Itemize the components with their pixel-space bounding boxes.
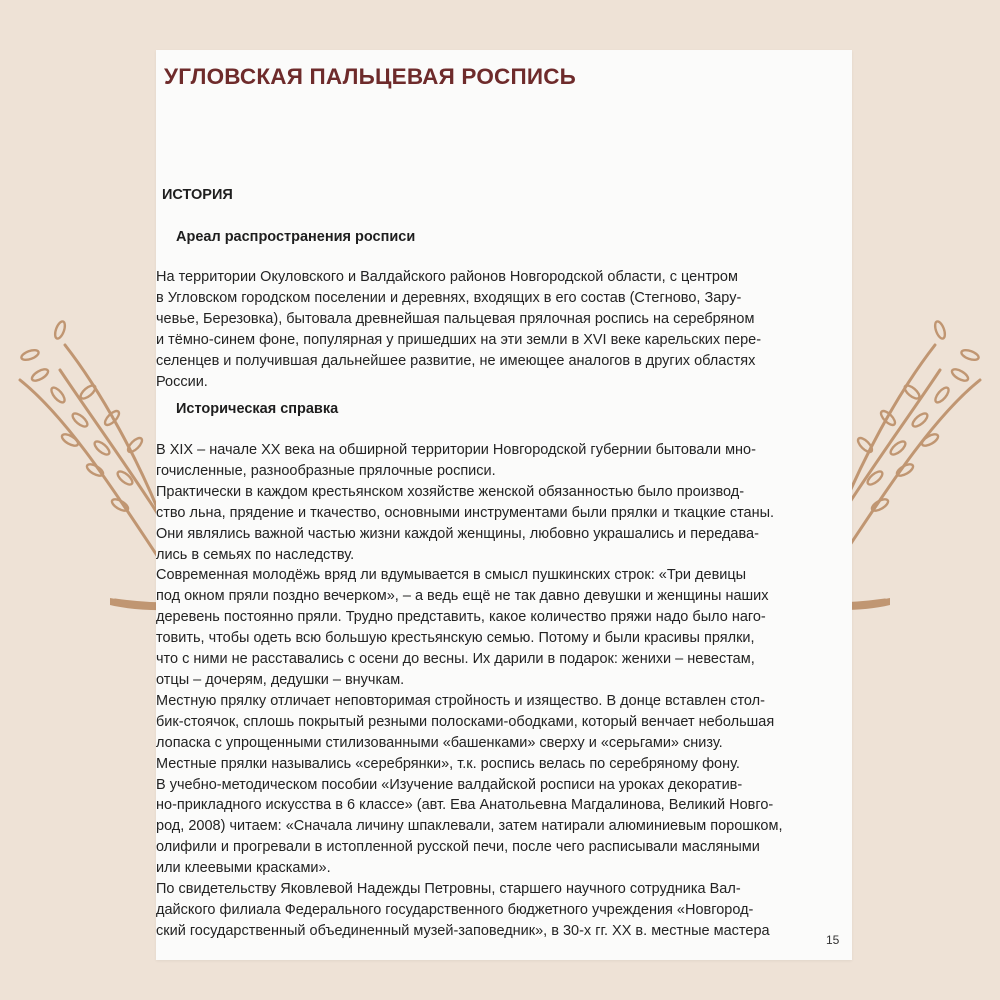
text-line: род, 2008) читаем: «Сначала личину шпаклевали, затем натирали алюминиевым порошком, <box>156 818 783 835</box>
text-line: Местные прялки назывались «серебрянки», т.к. роспись велась по серебряному фону. <box>156 755 740 772</box>
text-line: ский государственный объединенный музей-заповедник», в 30-х гг. XX в. местные мастера <box>156 922 770 939</box>
text-line: но-прикладного искусства в 6 классе» (авт. Ева Анатольевна Магдалинова, Великий Новго- <box>156 797 774 814</box>
book-page <box>156 50 852 960</box>
subheading-area: Ареал распространения росписи <box>176 229 416 245</box>
text-line: что с ними не расставались с осени до весны. Их дарили в подарок: женихи – невестам, <box>156 651 755 668</box>
section-heading: ИСТОРИЯ <box>162 187 233 203</box>
text-line: По свидетельству Яковлевой Надежды Петровны, старшего научного сотрудника Вал- <box>156 881 741 898</box>
text-line: деревень постоянно пряли. Трудно представить, какое количество пряжи надо было наго- <box>156 609 766 626</box>
text-line: В XIX – начале XX века на обширной территории Новгородской губернии бытовали мно- <box>156 442 756 458</box>
text-line: лись в семьях по наследству. <box>156 546 355 563</box>
text-line: чевье, Березовка), бытовала древнейшая пальцевая прялочная роспись на серебряном <box>156 310 755 327</box>
text-line: олифили и прогревали в истопленной русской печи, после чего расписывали масляными <box>156 839 760 856</box>
text-line: лопаска с упрощенными стилизованными «башенками» сверху и «серьгами» снизу. <box>156 734 723 751</box>
text-line: или клеевыми красками». <box>156 860 331 877</box>
text-line: На территории Окуловского и Валдайского районов Новгородской области, с центром <box>156 269 738 285</box>
text-line: России. <box>156 373 208 390</box>
text-line: Практически в каждом крестьянском хозяйстве женской обязанностью было производ- <box>156 483 745 500</box>
text-line: Они являлись важной частью жизни каждой женщины, любовно украшались и передава- <box>156 525 759 542</box>
subheading-history: Историческая справка <box>176 401 339 417</box>
text-line: гочисленные, разнообразные прялочные росписи. <box>156 462 496 479</box>
paragraph-area <box>156 267 844 392</box>
text-line: В учебно-методическом пособии «Изучение валдайской росписи на уроках декоратив- <box>156 776 743 793</box>
text-line: дайского филиала Федерального государственного бюджетного учреждения «Новгород- <box>156 901 754 918</box>
paragraph-history <box>156 440 844 942</box>
text-line: в Угловском городском поселении и деревнях, входящих в его состав (Стегново, Зару- <box>156 289 742 306</box>
text-line: отцы – дочерям, дедушки – внучкам. <box>156 671 405 688</box>
text-line: Местную прялку отличает неповторимая стройность и изящество. В донце вставлен стол- <box>156 692 765 709</box>
page-number: 15 <box>826 933 840 947</box>
text-line: товить, чтобы одеть всю большую крестьянскую семью. Потому и были красивы прялки, <box>156 630 755 647</box>
text-line: Современная молодёжь вряд ли вдумывается в смысл пушкинских строк: «Три девицы <box>156 567 747 584</box>
text-line: селенцев и получившая дальнейшее развитие, не имеющее аналогов в других областях <box>156 352 756 369</box>
page-title: УГЛОВСКАЯ ПАЛЬЦЕВАЯ РОСПИСЬ <box>164 64 577 89</box>
text-line: и тёмно-синем фоне, популярная у пришедших на эти земли в XVI веке карельских пере- <box>156 331 762 348</box>
text-line: ство льна, прядение и ткачество, основными инструментами были прялки и ткацкие станы. <box>156 504 775 521</box>
text-line: бик-стоячок, сплошь покрытый резными полосками-ободками, который венчает небольшая <box>156 713 775 730</box>
text-line: под окном пряли поздно вечерком», – а ведь ещё не так давно девушки и женщины наших <box>156 588 769 605</box>
